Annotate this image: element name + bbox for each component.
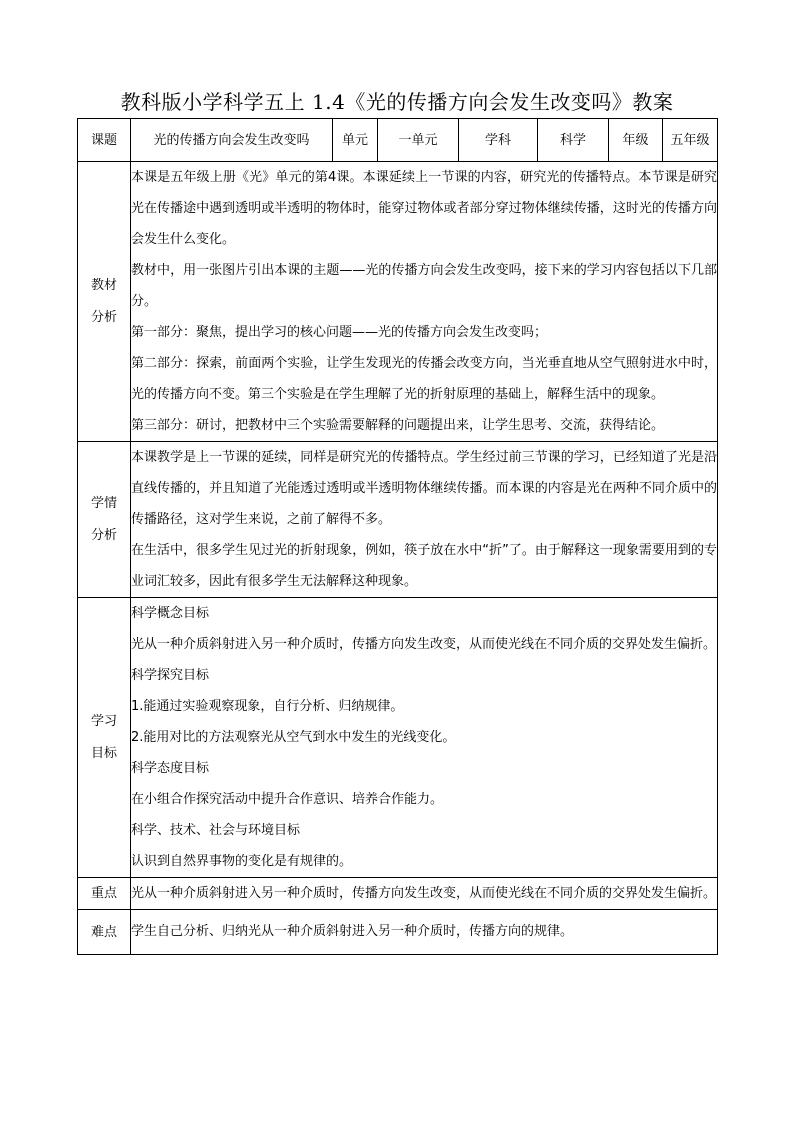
textbook-analysis-content bbox=[131, 162, 718, 442]
goal-item: 1.能通过实验观察现象，自行分析、归纳规律。 bbox=[131, 699, 404, 714]
textbook-analysis-label bbox=[78, 162, 131, 442]
goals-label-line2: 目标 bbox=[90, 745, 117, 761]
unit-value: 一单元 bbox=[378, 119, 459, 162]
key-point-row bbox=[78, 878, 718, 910]
textbook-paragraph: 第一部分：聚焦，提出学习的核心问题——光的传播方向会发生改变吗； bbox=[131, 325, 548, 340]
subject-label: 学科 bbox=[459, 119, 538, 162]
goal-heading: 科学、技术、社会与环境目标 bbox=[131, 823, 301, 838]
student-label-line2: 分析 bbox=[90, 527, 117, 543]
difficulty-content: 学生自己分析、归纳光从一种介质斜射进入另一种介质时，传播方向的规律。 bbox=[131, 910, 718, 955]
subject-value: 科学 bbox=[538, 119, 609, 162]
difficulty-row bbox=[78, 910, 718, 955]
student-paragraph: 本课教学是上一节课的延续，同样是研究光的传播特点。学生经过前三节课的学习，已经知道了光是沿直线传播的，并且知道了光能透过透明或半透明物体继续传播。而本课的内容是光在两种不同介质中的传播路径，这对学生来说，之前了解得不多。 bbox=[131, 450, 717, 527]
document-title: 教科版小学科学五上 1.4《光的传播方向会发生改变吗》教案 bbox=[120, 90, 674, 114]
learning-goals-content bbox=[131, 598, 718, 878]
grade-label: 年级 bbox=[609, 119, 663, 162]
textbook-label-line1: 教材 bbox=[90, 277, 117, 293]
goal-heading: 科学概念目标 bbox=[131, 606, 210, 621]
lesson-label: 课题 bbox=[78, 119, 131, 162]
goal-heading: 科学态度目标 bbox=[131, 761, 210, 776]
learning-goals-row bbox=[78, 598, 718, 878]
unit-label: 单元 bbox=[333, 119, 378, 162]
lesson-value: 光的传播方向会发生改变吗 bbox=[131, 119, 333, 162]
goal-item: 2.能用对比的方法观察光从空气到水中发生的光线变化。 bbox=[131, 730, 456, 745]
student-analysis-content bbox=[131, 442, 718, 598]
textbook-paragraph: 第三部分：研讨，把教材中三个实验需要解释的问题提出来，让学生思考、交流，获得结论。 bbox=[131, 418, 665, 433]
goal-item: 在小组合作探究活动中提升合作意识、培养合作能力。 bbox=[131, 792, 444, 807]
header-row bbox=[78, 119, 718, 162]
textbook-paragraph: 第二部分：探索，前面两个实验，让学生发现光的传播会改变方向，当光垂直地从空气照射进水中时，光的传播方向不变。第三个实验是在学生理解了光的折射原理的基础上，解释生活中的现象。 bbox=[131, 356, 717, 402]
student-paragraph: 在生活中，很多学生见过光的折射现象，例如，筷子放在水中“折”了。由于解释这一现象需要用到的专业词汇较多，因此有很多学生无法解释这种现象。 bbox=[131, 543, 717, 589]
student-analysis-label bbox=[78, 442, 131, 598]
learning-goals-label bbox=[78, 598, 131, 878]
goal-item: 认识到自然界事物的变化是有规律的。 bbox=[131, 854, 353, 869]
textbook-label-line2: 分析 bbox=[90, 309, 117, 325]
goals-label-line1: 学习 bbox=[90, 713, 117, 729]
student-label-line1: 学情 bbox=[90, 495, 117, 511]
key-point-label: 重点 bbox=[78, 878, 131, 910]
lesson-plan-table bbox=[77, 118, 718, 955]
goal-item: 光从一种介质斜射进入另一种介质时，传播方向发生改变，从而使光线在不同介质的交界处发生偏折。 bbox=[131, 637, 717, 652]
textbook-paragraph: 本课是五年级上册《光》单元的第4课。本课延续上一节课的内容，研究光的传播特点。本节课是研究光在传播途中遇到透明或半透明的物体时，能穿过物体或者部分穿过物体继续传播，这时光的传播方向会发生什么变化。 bbox=[131, 170, 717, 247]
key-point-content: 光从一种介质斜射进入另一种介质时，传播方向发生改变，从而使光线在不同介质的交界处发生偏折。 bbox=[131, 878, 718, 910]
textbook-analysis-row bbox=[78, 162, 718, 442]
goal-heading: 科学探究目标 bbox=[131, 668, 210, 683]
textbook-paragraph: 教材中，用一张图片引出本课的主题——光的传播方向会发生改变吗，接下来的学习内容包括以下几部分。 bbox=[131, 263, 717, 309]
student-analysis-row bbox=[78, 442, 718, 598]
difficulty-label: 难点 bbox=[78, 910, 131, 955]
grade-value: 五年级 bbox=[663, 119, 718, 162]
